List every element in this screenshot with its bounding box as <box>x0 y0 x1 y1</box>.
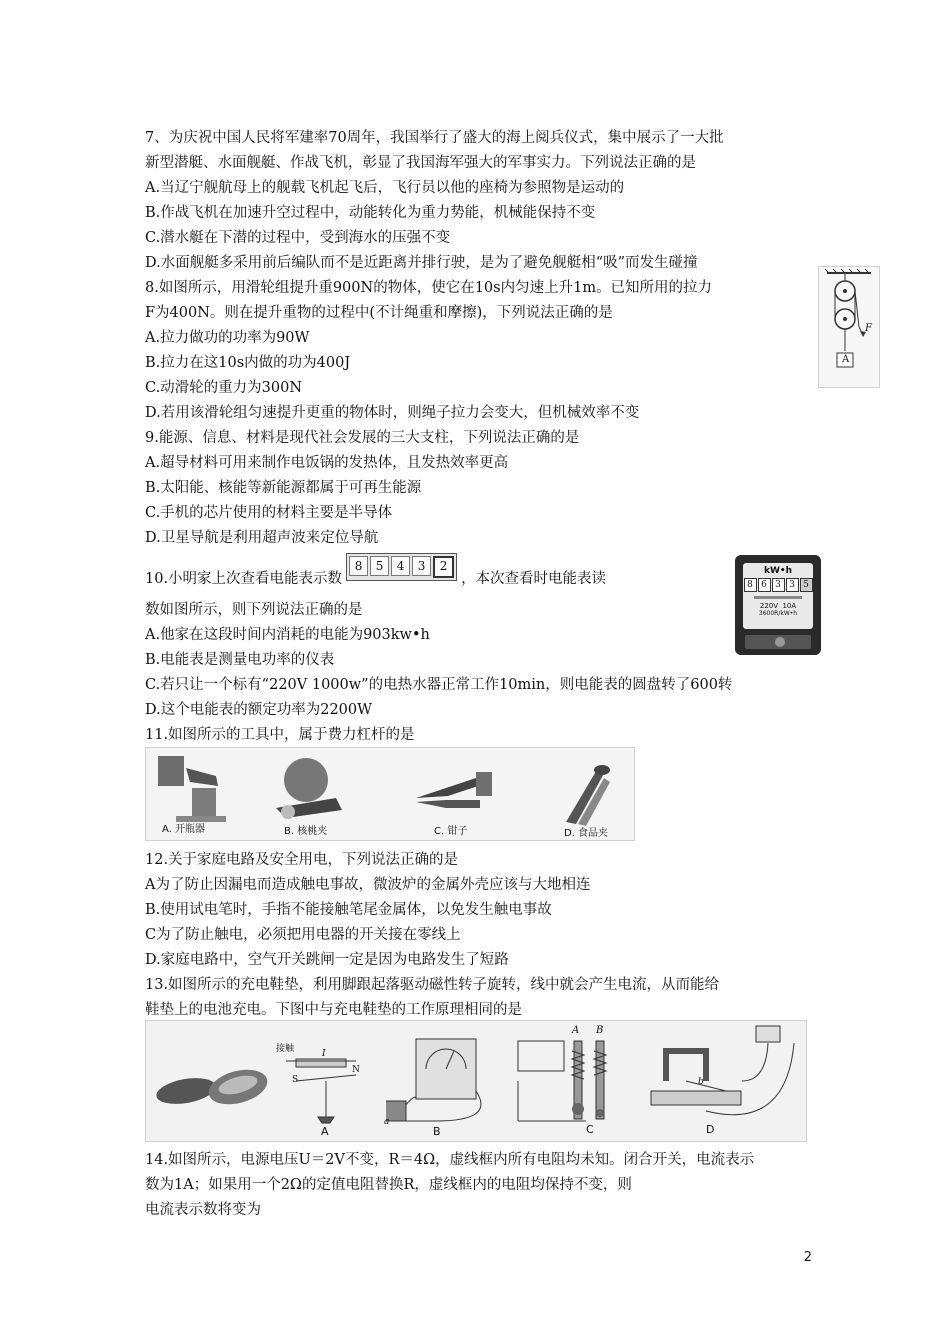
fig13-a-contact-text: 接触 <box>276 1044 295 1054</box>
meter-digit-decimal: 5 <box>800 578 813 592</box>
prev-digit: 3 <box>412 556 431 576</box>
tool-label-b: B. 核桃夹 <box>284 826 328 837</box>
q8-stem-line2: F为400N。则在提升重物的过程中(不计绳重和摩擦)，下列说法正确的是 <box>145 305 613 321</box>
lever-tools-figure <box>145 747 635 841</box>
fig13-c-label-b: B <box>596 1025 604 1036</box>
q10-stem-before: 10.小明家上次查看电能表示数 <box>145 571 343 587</box>
q13-stem-line1: 13.如图所示的充电鞋垫，利用脚跟起落驱动磁性转子旋转，线中就会产生电流，从而能给 <box>145 977 720 993</box>
q10-option-a: A.他家在这段时间内消耗的电能为903kw•h <box>145 627 430 643</box>
fig13-a-n-mark: N <box>352 1065 360 1075</box>
fig13-label-b: B <box>433 1125 441 1138</box>
pulley-force-label: F <box>865 323 872 334</box>
q9-stem: 9.能源、信息、材料是现代社会发展的三大支柱，下列说法正确的是 <box>145 430 580 446</box>
q12-option-b: B.使用试电笔时，手指不能接触笔尾金属体，以免发生触电事故 <box>145 902 552 918</box>
q10-stem-line1 <box>145 559 607 593</box>
q9-option-b: B.太阳能、核能等新能源都属于可再生能源 <box>145 480 422 496</box>
tool-label-c: C. 钳子 <box>434 826 468 837</box>
meter-rating: 220V 10A <box>759 602 797 610</box>
q12-option-d: D.家庭电路中，空气开关跳闸一定是因为电路发生了短路 <box>145 952 509 968</box>
meter-digit: 3 <box>772 578 785 592</box>
q14-line3: 电流表示数将变为 <box>145 1202 261 1218</box>
nutcracker-image <box>276 758 342 819</box>
q7-option-a: A.当辽宁舰航母上的舰载飞机起飞后，飞行员以他的座椅为参照物是运动的 <box>145 180 625 196</box>
option-d-magnet-rail-diagram <box>651 1026 794 1115</box>
q7-option-b: B.作战飞机在加速升空过程中，动能转化为重力势能，机械能保持不变 <box>145 205 596 221</box>
pulley-figure <box>818 266 880 388</box>
q12-option-a: A为了防止因漏电而造成触电事故，微波炉的金属外壳应该与大地相连 <box>145 877 591 893</box>
option-c-electromagnet-diagram <box>518 1041 606 1121</box>
q7-option-c: C.潜水艇在下潜的过程中，受到海水的压强不变 <box>145 230 451 246</box>
q10-option-b: B.电能表是测量电功率的仪表 <box>145 652 335 668</box>
q8-stem-line1: 8.如图所示，用滑轮组提升重900N的物体，使它在10s内匀速上升1m。已知所用的拉力 <box>145 280 713 296</box>
meter-digit: 3 <box>786 578 799 592</box>
q10-option-c: C.若只让一个标有“220V 1000w”的电热水器正常工作10min，则电能表的圆盘转了600转 <box>145 677 733 693</box>
q10-stem-after: ，本次查看时电能表读 <box>461 571 607 587</box>
q10-stem-line2: 数如图所示，则下列说法正确的是 <box>145 602 363 618</box>
fig13-c-label-a: A <box>572 1025 580 1036</box>
q9-option-d: D.卫星导航是利用超声波来定位导航 <box>145 530 379 546</box>
meter-digit: 6 <box>758 578 771 592</box>
fig13-d-b-mark: b <box>698 1077 704 1087</box>
q9-option-a: A.超导材料可用来制作电饭锅的发热体，且发热效率更高 <box>145 455 509 471</box>
generator-options-figure <box>145 1020 807 1142</box>
q7-stem-line1: 7、为庆祝中国人民将军建率70周年，我国举行了盛大的海上阅兵仪式，集中展示了一大批 <box>145 130 724 146</box>
prev-digit: 8 <box>349 556 368 576</box>
option-b-galvanometer-diagram <box>386 1039 481 1121</box>
q11-stem: 11.如图所示的工具中，属于费力杠杆的是 <box>145 727 415 743</box>
charging-insole-image <box>154 1064 271 1110</box>
q10-option-d: D.这个电能表的额定功率为2200W <box>145 702 373 718</box>
pulley-load-label: A <box>842 354 850 365</box>
fig13-b-a-mark: a <box>384 1117 390 1127</box>
previous-meter-reading <box>346 553 457 581</box>
q12-option-c: C为了防止触电，必须把用电器的开关接在零线上 <box>145 927 461 943</box>
bottle-opener-image <box>158 756 226 822</box>
fig13-a-s-mark: S <box>292 1075 299 1085</box>
q8-option-c: C.动滑轮的重力为300N <box>145 380 303 396</box>
meter-digit: 8 <box>744 578 757 592</box>
fig13-a-i-mark: I <box>322 1049 326 1059</box>
meter-unit-label: kW•h <box>763 566 793 576</box>
tool-label-a: A. 开瓶器 <box>162 824 206 835</box>
pliers-image <box>416 772 492 808</box>
q12-stem: 12.关于家庭电路及安全用电，下列说法正确的是 <box>145 852 459 868</box>
tool-label-d: D. 食品夹 <box>564 828 609 839</box>
q7-option-d: D.水面舰艇多采用前后编队而不是近距离并排行驶，是为了避免舰艇相“吸”而发生碰撞 <box>145 255 698 271</box>
q13-stem-line2: 鞋垫上的电池充电。下图中与充电鞋垫的工作原理相同的是 <box>145 1002 522 1018</box>
electric-meter-figure <box>735 555 821 655</box>
meter-constant: 3600R/kW•h <box>758 610 798 617</box>
q14-line2: 数为1A；如果用一个2Ω的定值电阻替换R，虚线框内的电阻均保持不变，则 <box>145 1177 632 1193</box>
fig13-label-c: C <box>586 1123 594 1136</box>
prev-digit: 5 <box>370 556 389 576</box>
q7-stem-line2: 新型潜艇、水面舰艇、作战飞机，彰显了我国海军强大的军事实力。下列说法正确的是 <box>145 155 696 171</box>
fig13-label-d: D <box>706 1123 715 1136</box>
q8-option-a: A.拉力做功的功率为90W <box>145 330 310 346</box>
q14-line1: 14.如图所示，电源电压U＝2V不变，R＝4Ω，虚线框内所有电阻均未知。闭合开关，电流表示 <box>145 1152 755 1168</box>
food-tongs-image <box>566 765 610 826</box>
q8-option-b: B.拉力在这10s内做的功为400J <box>145 355 351 371</box>
page-number: 2 <box>803 1250 812 1265</box>
q9-option-c: C.手机的芯片使用的材料主要是半导体 <box>145 505 393 521</box>
fig13-label-a: A <box>321 1125 329 1138</box>
prev-digit: 4 <box>391 556 410 576</box>
option-a-oersted-diagram <box>286 1059 356 1123</box>
q8-option-d: D.若用该滑轮组匀速提升更重的物体时，则绳子拉力会变大，但机械效率不变 <box>145 405 640 421</box>
prev-digit-decimal: 2 <box>433 556 454 578</box>
